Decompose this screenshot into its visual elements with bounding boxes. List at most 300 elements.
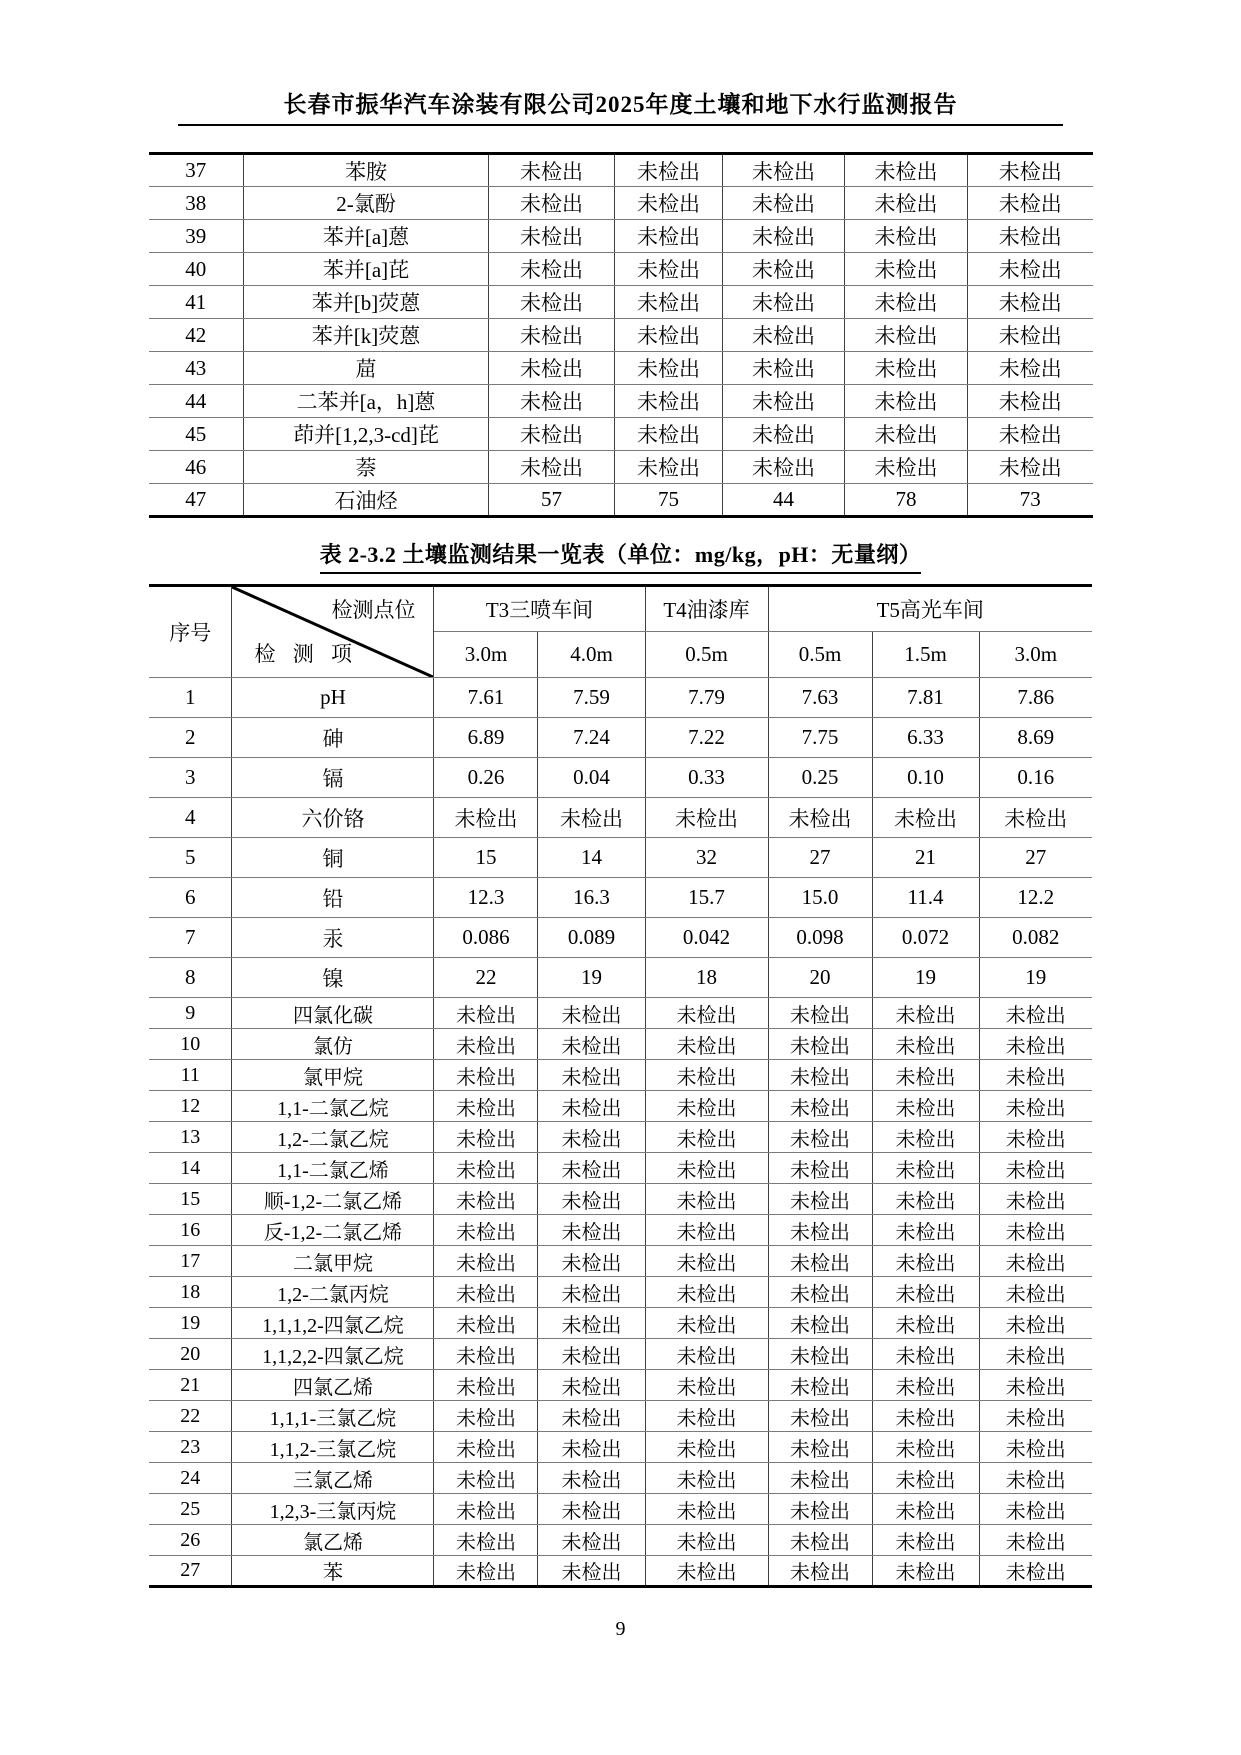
row-number: 19 — [149, 1308, 232, 1339]
table-row — [149, 1215, 1092, 1246]
table2-header-group-row — [149, 586, 1092, 632]
row-value: 未检出 — [615, 319, 723, 352]
row-value: 未检出 — [768, 1463, 872, 1494]
row-value: 未检出 — [538, 1184, 645, 1215]
row-value: 未检出 — [538, 1122, 645, 1153]
row-value: 未检出 — [979, 1029, 1092, 1060]
row-value: 未检出 — [615, 418, 723, 451]
row-value: 未检出 — [434, 1370, 538, 1401]
row-number: 5 — [149, 838, 232, 878]
row-number: 20 — [149, 1339, 232, 1370]
row-value: 未检出 — [872, 1153, 979, 1184]
row-value: 未检出 — [979, 1432, 1092, 1463]
header-item-label: 检 测 项 — [254, 642, 358, 666]
row-value: 未检出 — [872, 1494, 979, 1525]
row-value: 未检出 — [979, 1060, 1092, 1091]
row-value: 未检出 — [645, 1029, 768, 1060]
table-row — [149, 253, 1093, 286]
row-number: 39 — [149, 220, 244, 253]
row-item-name: 石油烃 — [244, 484, 489, 517]
row-value: 7.86 — [979, 678, 1092, 718]
table-row — [149, 1308, 1092, 1339]
row-value: 21 — [872, 838, 979, 878]
row-number: 22 — [149, 1401, 232, 1432]
row-value: 14 — [538, 838, 645, 878]
row-value: 未检出 — [979, 1122, 1092, 1153]
row-value: 未检出 — [845, 451, 968, 484]
row-value: 未检出 — [968, 451, 1093, 484]
row-value: 未检出 — [615, 286, 723, 319]
header-group-t3: T3三喷车间 — [434, 586, 645, 632]
row-value: 未检出 — [968, 385, 1093, 418]
row-value: 20 — [768, 958, 872, 998]
row-item-name: 砷 — [232, 718, 434, 758]
row-value: 0.16 — [979, 758, 1092, 798]
row-value: 未检出 — [489, 385, 615, 418]
row-value: 未检出 — [434, 1277, 538, 1308]
row-value: 未检出 — [615, 154, 723, 187]
row-value: 0.33 — [645, 758, 768, 798]
row-value: 7.61 — [434, 678, 538, 718]
row-value: 未检出 — [768, 1339, 872, 1370]
row-value: 未检出 — [645, 1122, 768, 1153]
table-row — [149, 1525, 1092, 1556]
row-value: 7.22 — [645, 718, 768, 758]
row-value: 未检出 — [615, 187, 723, 220]
row-value: 未检出 — [489, 352, 615, 385]
row-value: 0.26 — [434, 758, 538, 798]
row-item-name: 氯乙烯 — [232, 1525, 434, 1556]
row-value: 未检出 — [872, 1308, 979, 1339]
row-item-name: 苯胺 — [244, 154, 489, 187]
row-value: 未检出 — [489, 286, 615, 319]
row-value: 未检出 — [968, 253, 1093, 286]
row-value: 0.10 — [872, 758, 979, 798]
row-item-name: 1,1,2,2-四氯乙烷 — [232, 1339, 434, 1370]
row-number: 43 — [149, 352, 244, 385]
row-value: 未检出 — [768, 798, 872, 838]
row-value: 未检出 — [979, 1277, 1092, 1308]
row-value: 未检出 — [538, 1277, 645, 1308]
table-row — [149, 998, 1092, 1029]
row-value: 7.59 — [538, 678, 645, 718]
row-value: 未检出 — [968, 187, 1093, 220]
row-item-name: 三氯乙烯 — [232, 1463, 434, 1494]
row-value: 未检出 — [872, 1401, 979, 1432]
row-value: 未检出 — [645, 998, 768, 1029]
row-number: 18 — [149, 1277, 232, 1308]
row-value: 15.7 — [645, 878, 768, 918]
row-value: 未检出 — [872, 1122, 979, 1153]
table-row — [149, 918, 1092, 958]
row-value: 未检出 — [489, 253, 615, 286]
row-value: 未检出 — [645, 1308, 768, 1339]
row-value: 未检出 — [723, 253, 845, 286]
row-item-name: 萘 — [244, 451, 489, 484]
header-depth: 1.5m — [872, 632, 979, 678]
row-number: 47 — [149, 484, 244, 517]
row-number: 1 — [149, 678, 232, 718]
row-value: 未检出 — [645, 1494, 768, 1525]
row-value: 未检出 — [968, 319, 1093, 352]
row-value: 0.25 — [768, 758, 872, 798]
row-number: 21 — [149, 1370, 232, 1401]
row-number: 37 — [149, 154, 244, 187]
row-value: 未检出 — [768, 1525, 872, 1556]
header-seq: 序号 — [149, 586, 232, 678]
header-depth: 3.0m — [979, 632, 1092, 678]
header-diagonal-cell — [232, 586, 434, 678]
table-row — [149, 1184, 1092, 1215]
row-value: 未检出 — [434, 998, 538, 1029]
table-row — [149, 1494, 1092, 1525]
row-value: 未检出 — [979, 1184, 1092, 1215]
row-number: 14 — [149, 1153, 232, 1184]
row-item-name: 茚并[1,2,3-cd]芘 — [244, 418, 489, 451]
table-row — [149, 1463, 1092, 1494]
row-value: 未检出 — [434, 798, 538, 838]
row-value: 未检出 — [979, 1525, 1092, 1556]
row-value: 57 — [489, 484, 615, 517]
row-value: 18 — [645, 958, 768, 998]
row-value: 未检出 — [845, 418, 968, 451]
row-value: 未检出 — [489, 187, 615, 220]
row-value: 15 — [434, 838, 538, 878]
row-value: 未检出 — [979, 1091, 1092, 1122]
row-number: 41 — [149, 286, 244, 319]
row-value: 未检出 — [968, 154, 1093, 187]
table2-title: 表 2-3.2 土壤监测结果一览表（单位：mg/kg，pH：无量纲） — [320, 538, 922, 574]
row-value: 未检出 — [723, 451, 845, 484]
row-number: 2 — [149, 718, 232, 758]
row-value: 未检出 — [645, 1370, 768, 1401]
row-value: 未检出 — [872, 1091, 979, 1122]
row-value: 未检出 — [434, 1401, 538, 1432]
row-value: 未检出 — [615, 352, 723, 385]
row-value: 未检出 — [845, 286, 968, 319]
row-value: 未检出 — [872, 1184, 979, 1215]
row-value: 未检出 — [768, 1122, 872, 1153]
row-value: 未检出 — [872, 1215, 979, 1246]
row-value: 未检出 — [768, 1153, 872, 1184]
row-value: 未检出 — [845, 154, 968, 187]
row-value: 27 — [768, 838, 872, 878]
row-value: 未检出 — [615, 220, 723, 253]
row-number: 12 — [149, 1091, 232, 1122]
table-row — [149, 1246, 1092, 1277]
row-value: 未检出 — [872, 1432, 979, 1463]
row-value: 未检出 — [723, 220, 845, 253]
row-value: 未检出 — [538, 1153, 645, 1184]
page-number: 9 — [615, 1618, 626, 1640]
row-value: 7.79 — [645, 678, 768, 718]
row-value: 未检出 — [434, 1556, 538, 1587]
row-value: 44 — [723, 484, 845, 517]
row-value: 未检出 — [434, 1215, 538, 1246]
table-row — [149, 451, 1093, 484]
header-depth: 3.0m — [434, 632, 538, 678]
row-value: 未检出 — [872, 1556, 979, 1587]
row-value: 未检出 — [538, 1246, 645, 1277]
row-value: 未检出 — [645, 1277, 768, 1308]
page-header-title: 长春市振华汽车涂装有限公司2025年度土壤和地下水行监测报告 — [283, 92, 958, 117]
row-value: 未检出 — [645, 1215, 768, 1246]
row-value: 0.042 — [645, 918, 768, 958]
row-value: 未检出 — [768, 1277, 872, 1308]
table-row — [149, 220, 1093, 253]
row-item-name: 1,2,3-三氯丙烷 — [232, 1494, 434, 1525]
row-value: 未检出 — [489, 319, 615, 352]
row-item-name: 1,2-二氯丙烷 — [232, 1277, 434, 1308]
row-value: 未检出 — [434, 1029, 538, 1060]
row-value: 未检出 — [872, 1060, 979, 1091]
row-value: 6.89 — [434, 718, 538, 758]
row-number: 40 — [149, 253, 244, 286]
row-value: 未检出 — [645, 1525, 768, 1556]
table-row — [149, 1370, 1092, 1401]
row-value: 0.089 — [538, 918, 645, 958]
row-number: 38 — [149, 187, 244, 220]
table-row — [149, 385, 1093, 418]
row-value: 未检出 — [845, 220, 968, 253]
row-value: 12.2 — [979, 878, 1092, 918]
row-value: 未检出 — [538, 1060, 645, 1091]
document-header — [0, 92, 1241, 126]
row-value: 未检出 — [723, 154, 845, 187]
row-value: 未检出 — [645, 1153, 768, 1184]
row-value: 未检出 — [872, 1246, 979, 1277]
row-value: 未检出 — [768, 1246, 872, 1277]
row-value: 78 — [845, 484, 968, 517]
row-value: 未检出 — [538, 1091, 645, 1122]
row-value: 未检出 — [768, 1029, 872, 1060]
row-value: 未检出 — [645, 1060, 768, 1091]
row-value: 未检出 — [968, 418, 1093, 451]
table-row — [149, 319, 1093, 352]
row-value: 未检出 — [979, 1494, 1092, 1525]
row-item-name: 顺-1,2-二氯乙烯 — [232, 1184, 434, 1215]
table-row — [149, 838, 1092, 878]
row-value: 未检出 — [979, 1370, 1092, 1401]
row-item-name: 䓛 — [244, 352, 489, 385]
row-item-name: 六价铬 — [232, 798, 434, 838]
row-value: 未检出 — [845, 385, 968, 418]
row-value: 未检出 — [538, 1463, 645, 1494]
header-rule — [178, 124, 1063, 126]
table-row — [149, 154, 1093, 187]
row-value: 未检出 — [723, 352, 845, 385]
table-row — [149, 484, 1093, 517]
row-value: 0.072 — [872, 918, 979, 958]
header-depth: 0.5m — [768, 632, 872, 678]
table-row — [149, 1060, 1092, 1091]
row-number: 42 — [149, 319, 244, 352]
row-value: 7.63 — [768, 678, 872, 718]
row-value: 未检出 — [645, 1246, 768, 1277]
row-item-name: 二氯甲烷 — [232, 1246, 434, 1277]
row-value: 未检出 — [768, 1184, 872, 1215]
soil-monitoring-results-table — [149, 584, 1092, 1588]
table-row — [149, 1401, 1092, 1432]
row-value: 未检出 — [845, 352, 968, 385]
row-value: 未检出 — [538, 1339, 645, 1370]
row-value: 6.33 — [872, 718, 979, 758]
table-row — [149, 718, 1092, 758]
row-number: 13 — [149, 1122, 232, 1153]
row-value: 未检出 — [645, 1463, 768, 1494]
row-value: 未检出 — [768, 1370, 872, 1401]
row-value: 未检出 — [872, 1277, 979, 1308]
row-number: 17 — [149, 1246, 232, 1277]
row-item-name: 苯并[a]蒽 — [244, 220, 489, 253]
table-row — [149, 878, 1092, 918]
row-item-name: 四氯乙烯 — [232, 1370, 434, 1401]
row-value: 未检出 — [872, 1029, 979, 1060]
row-value: 未检出 — [979, 1153, 1092, 1184]
row-value: 未检出 — [538, 1308, 645, 1339]
row-number: 10 — [149, 1029, 232, 1060]
row-item-name: 四氯化碳 — [232, 998, 434, 1029]
row-item-name: 氯仿 — [232, 1029, 434, 1060]
row-item-name: 铜 — [232, 838, 434, 878]
row-value: 未检出 — [768, 1308, 872, 1339]
row-value: 未检出 — [723, 187, 845, 220]
row-value: 未检出 — [768, 1060, 872, 1091]
row-value: 未检出 — [538, 1494, 645, 1525]
row-item-name: 1,1-二氯乙烷 — [232, 1091, 434, 1122]
row-value: 未检出 — [845, 253, 968, 286]
row-value: 未检出 — [968, 286, 1093, 319]
row-value: 未检出 — [434, 1432, 538, 1463]
row-value: 未检出 — [968, 220, 1093, 253]
row-value: 未检出 — [768, 1401, 872, 1432]
header-group-t5: T5高光车间 — [768, 586, 1092, 632]
row-value: 0.04 — [538, 758, 645, 798]
row-value: 未检出 — [768, 1494, 872, 1525]
row-value: 19 — [872, 958, 979, 998]
row-value: 未检出 — [968, 352, 1093, 385]
table-row — [149, 1432, 1092, 1463]
row-value: 未检出 — [615, 451, 723, 484]
row-number: 26 — [149, 1525, 232, 1556]
table2-title-row — [0, 538, 1241, 574]
row-value: 未检出 — [538, 1215, 645, 1246]
row-number: 45 — [149, 418, 244, 451]
row-value: 未检出 — [872, 1463, 979, 1494]
table-row — [149, 1153, 1092, 1184]
row-value: 8.69 — [979, 718, 1092, 758]
row-value: 19 — [538, 958, 645, 998]
row-value: 未检出 — [538, 1525, 645, 1556]
table-row — [149, 352, 1093, 385]
row-value: 未检出 — [434, 1525, 538, 1556]
row-item-name: 苯并[b]荧蒽 — [244, 286, 489, 319]
row-value: 未检出 — [979, 1339, 1092, 1370]
row-value: 未检出 — [434, 1339, 538, 1370]
row-value: 未检出 — [768, 1556, 872, 1587]
row-item-name: 氯甲烷 — [232, 1060, 434, 1091]
row-item-name: 二苯并[a，h]蒽 — [244, 385, 489, 418]
row-value: 未检出 — [872, 1525, 979, 1556]
row-value: 15.0 — [768, 878, 872, 918]
row-value: 27 — [979, 838, 1092, 878]
row-value: 未检出 — [434, 1091, 538, 1122]
row-number: 46 — [149, 451, 244, 484]
row-value: 7.24 — [538, 718, 645, 758]
row-value: 未检出 — [645, 1339, 768, 1370]
row-item-name: 1,1-二氯乙烯 — [232, 1153, 434, 1184]
row-item-name: 反-1,2-二氯乙烯 — [232, 1215, 434, 1246]
row-value: 未检出 — [768, 1215, 872, 1246]
row-value: 0.086 — [434, 918, 538, 958]
row-value: 0.082 — [979, 918, 1092, 958]
row-value: 未检出 — [979, 1463, 1092, 1494]
row-value: 未检出 — [489, 220, 615, 253]
row-value: 32 — [645, 838, 768, 878]
row-value: 未检出 — [645, 1184, 768, 1215]
row-value: 12.3 — [434, 878, 538, 918]
row-value: 未检出 — [489, 451, 615, 484]
row-number: 16 — [149, 1215, 232, 1246]
row-number: 15 — [149, 1184, 232, 1215]
row-value: 未检出 — [538, 798, 645, 838]
row-number: 25 — [149, 1494, 232, 1525]
row-value: 未检出 — [538, 1556, 645, 1587]
row-value: 未检出 — [979, 1246, 1092, 1277]
row-number: 23 — [149, 1432, 232, 1463]
row-value: 16.3 — [538, 878, 645, 918]
table-row — [149, 418, 1093, 451]
row-value: 未检出 — [979, 998, 1092, 1029]
row-item-name: 汞 — [232, 918, 434, 958]
table-row — [149, 1277, 1092, 1308]
row-value: 未检出 — [979, 1308, 1092, 1339]
row-value: 未检出 — [434, 1184, 538, 1215]
row-value: 未检出 — [645, 1401, 768, 1432]
row-number: 4 — [149, 798, 232, 838]
row-number: 44 — [149, 385, 244, 418]
row-value: 未检出 — [434, 1246, 538, 1277]
table-row — [149, 187, 1093, 220]
row-value: 未检出 — [979, 1556, 1092, 1587]
header-depth: 0.5m — [645, 632, 768, 678]
row-value: 未检出 — [845, 187, 968, 220]
row-value: 未检出 — [434, 1153, 538, 1184]
header-group-t4: T4油漆库 — [645, 586, 768, 632]
row-item-name: 铅 — [232, 878, 434, 918]
row-value: 11.4 — [872, 878, 979, 918]
row-value: 22 — [434, 958, 538, 998]
row-value: 未检出 — [489, 418, 615, 451]
row-item-name: pH — [232, 678, 434, 718]
table-row — [149, 1122, 1092, 1153]
row-value: 未检出 — [979, 1401, 1092, 1432]
row-number: 8 — [149, 958, 232, 998]
row-item-name: 苯 — [232, 1556, 434, 1587]
row-item-name: 苯并[a]芘 — [244, 253, 489, 286]
row-number: 6 — [149, 878, 232, 918]
row-value: 未检出 — [768, 1091, 872, 1122]
row-value: 未检出 — [615, 253, 723, 286]
row-item-name: 2-氯酚 — [244, 187, 489, 220]
row-value: 未检出 — [538, 1370, 645, 1401]
row-value: 7.75 — [768, 718, 872, 758]
row-value: 7.81 — [872, 678, 979, 718]
row-value: 未检出 — [872, 998, 979, 1029]
row-value: 未检出 — [489, 154, 615, 187]
row-value: 未检出 — [645, 1091, 768, 1122]
row-value: 未检出 — [615, 385, 723, 418]
